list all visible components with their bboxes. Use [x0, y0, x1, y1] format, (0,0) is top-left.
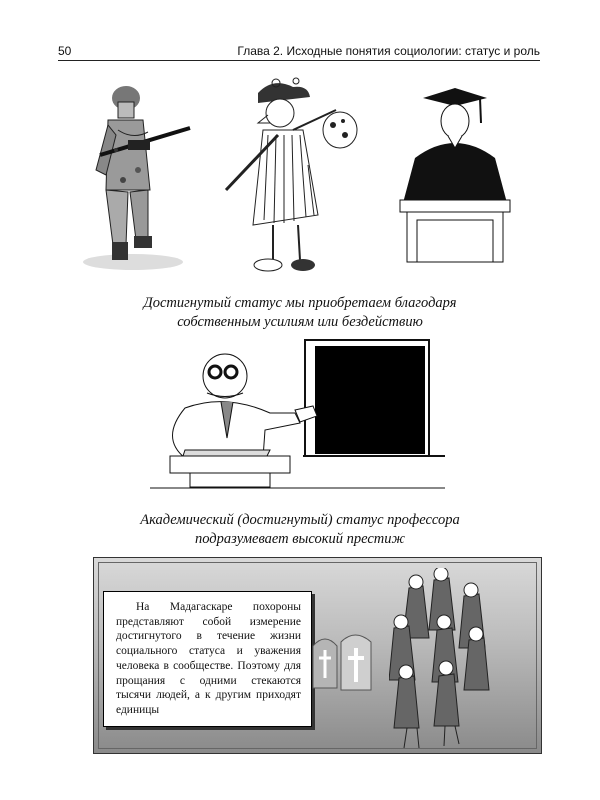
vagabond-illustration [218, 75, 363, 275]
graduate-illustration [395, 88, 515, 263]
caption-professor-status [60, 511, 540, 549]
caption-line: собственным усилиям или бездействию [177, 314, 423, 330]
caption-line: Достигнутый статус мы приобретаем благодаря [143, 295, 457, 311]
caption-achieved-status [60, 294, 540, 332]
caption-line: Академический (достигнутый) статус профессора [140, 512, 460, 528]
caption-line: подразумевает высокий престиж [195, 531, 405, 547]
soldier-illustration [78, 80, 198, 275]
tombstones-illustration [309, 628, 389, 698]
dancers-illustration [389, 568, 509, 753]
madagascar-text: На Мадагаскаре похороны представляют собой измерение достигнутого в течение жизни социального статуса и уважения человека в сообществе. Поэтому для прощания с одними стекаются тысячи людей, а к другим приходят единицы [116, 601, 301, 716]
running-title: Глава 2. Исходные понятия социологии: статус и роль [237, 44, 540, 58]
madagascar-textbox [103, 591, 312, 727]
professor-illustration [145, 338, 445, 498]
page-number: 50 [58, 44, 72, 58]
running-header [58, 44, 540, 61]
madagascar-panel [93, 557, 542, 754]
